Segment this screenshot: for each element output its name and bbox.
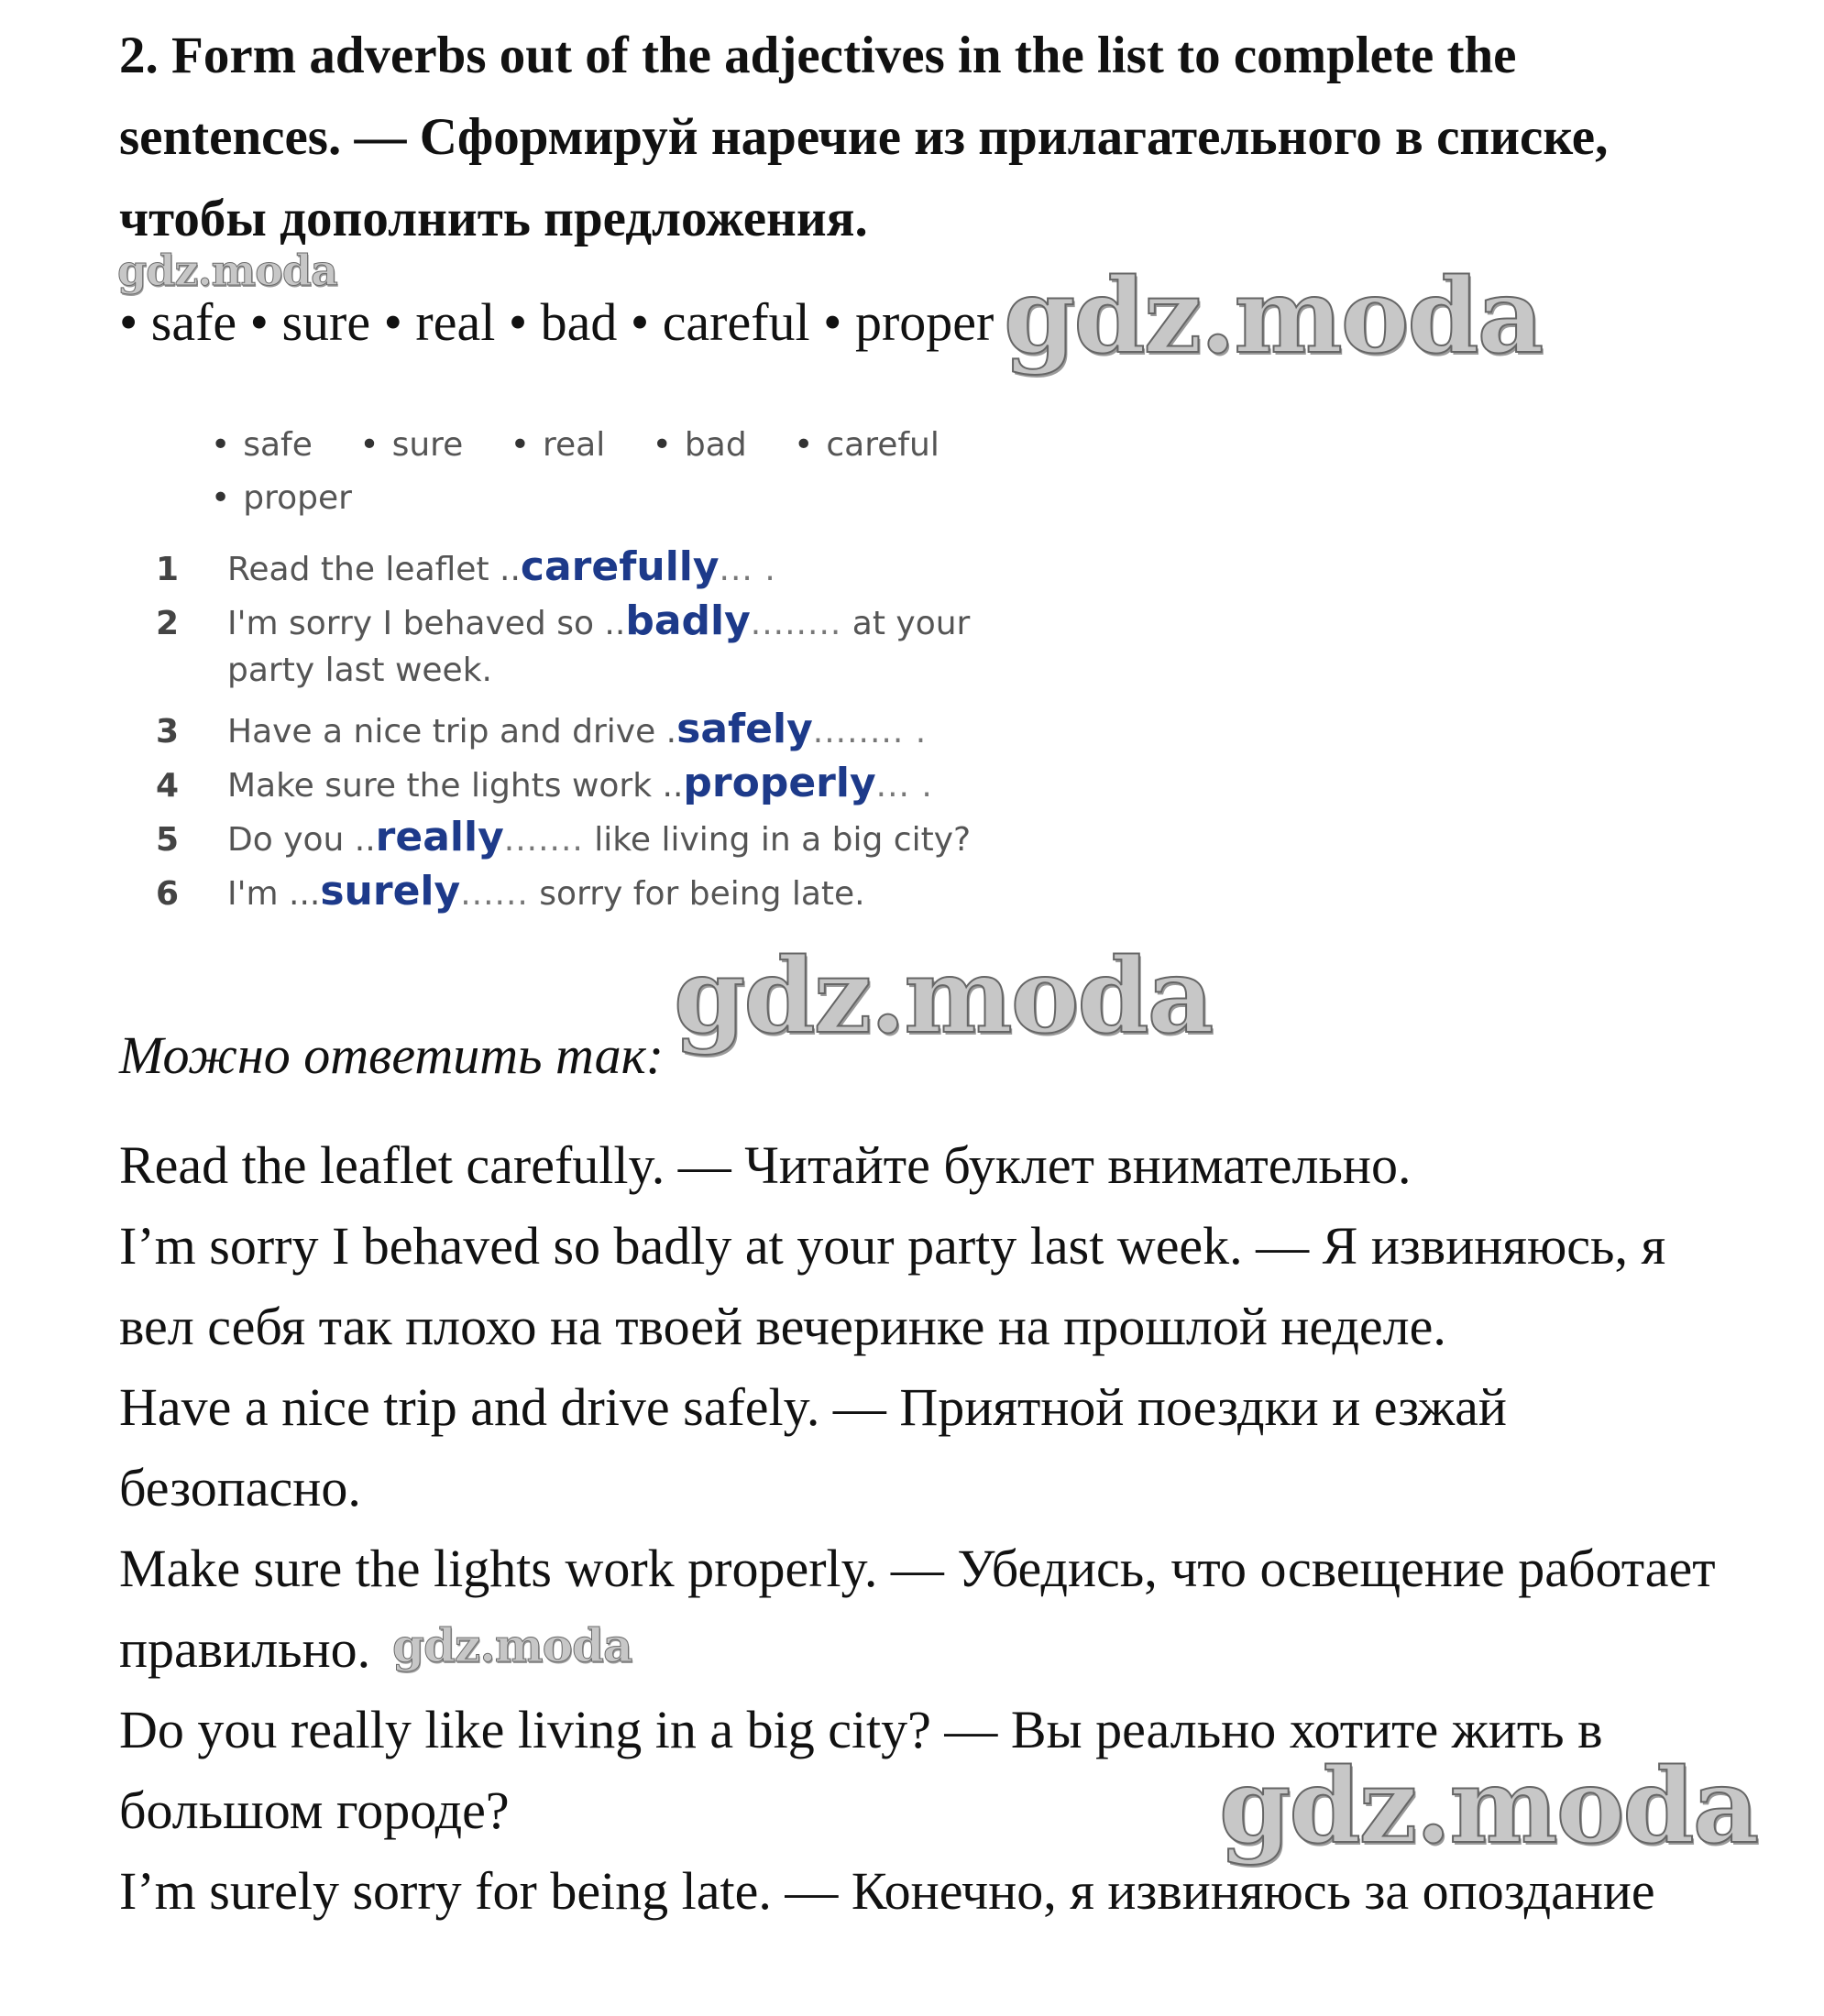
word-box-item: • proper <box>211 479 352 517</box>
answer-word: badly <box>625 597 751 644</box>
answer-note: Можно ответить так: <box>119 1025 665 1085</box>
word-box-item: • careful <box>794 426 939 464</box>
exercise-item: 4 Make sure the lights work ..properly... . <box>156 760 933 806</box>
word-box-row <box>211 426 976 464</box>
answer-line: безопасно. <box>119 1458 361 1517</box>
word-box-item: • safe <box>211 426 313 464</box>
exercise-item: 2 I'm sorry I behaved so ..badly........ at your <box>156 597 971 644</box>
exercise-item: 5 Do you ..really....... like living in a big city? <box>156 814 972 860</box>
answer-word: carefully <box>520 543 720 590</box>
answer-line: вел себя так плохо на твоей вечеринке на прошлой неделе. <box>119 1297 1446 1356</box>
word-box-row <box>211 479 389 517</box>
watermark: gdz.moda <box>117 246 337 295</box>
task-heading-line-2: sentences. — Сформируй наречие из прилагательного в списке, <box>119 108 1609 166</box>
answer-line: Have a nice trip and drive safely. — Приятной поездки и езжай <box>119 1377 1507 1437</box>
exercise-item: 1 Read the leaflet ..carefully... . <box>156 543 776 590</box>
watermark: gdz.moda <box>674 937 1213 1057</box>
word-box-item: • real <box>510 426 606 464</box>
task-heading-line-3: чтобы дополнить предложения. <box>119 190 868 247</box>
exercise-item: party last week. <box>227 652 492 689</box>
answer-word: properly <box>683 760 876 806</box>
watermark: gdz.moda <box>1004 257 1543 377</box>
answer-word: really <box>375 814 504 860</box>
word-box-item: • bad <box>652 426 747 464</box>
exercise-scan <box>137 417 972 948</box>
task-heading-line-1: 2. Form adverbs out of the adjectives in the list to complete the <box>119 27 1517 84</box>
answer-line: Read the leaflet carefully. — Читайте буклет внимательно. <box>119 1135 1412 1195</box>
answer-word: surely <box>320 868 461 915</box>
exercise-item: 3 Have a nice trip and drive .safely........ . <box>156 706 928 752</box>
word-list: • safe • sure • real • bad • careful • proper <box>119 292 994 352</box>
word-box-item: • sure <box>359 426 464 464</box>
watermark: gdz.moda <box>1219 1747 1758 1867</box>
answer-line: Make sure the lights work properly. — Убедись, что освещение работает <box>119 1539 1716 1598</box>
answer-line: I’m sorry I behaved so badly at your party last week. — Я извиняюсь, я <box>119 1216 1666 1276</box>
answer-line: правильно. <box>119 1619 371 1679</box>
answer-word: safely <box>676 706 813 752</box>
answer-line: Do you really like living in a big city? — Вы реально хотите жить в <box>119 1700 1603 1759</box>
exercise-item: 6 I'm ...surely...... sorry for being late. <box>156 868 865 915</box>
answer-line: I’m surely sorry for being late. — Конечно, я извиняюсь за опоздание <box>119 1861 1655 1921</box>
answer-line: большом городе? <box>119 1780 510 1840</box>
watermark: gdz.moda <box>392 1618 632 1672</box>
